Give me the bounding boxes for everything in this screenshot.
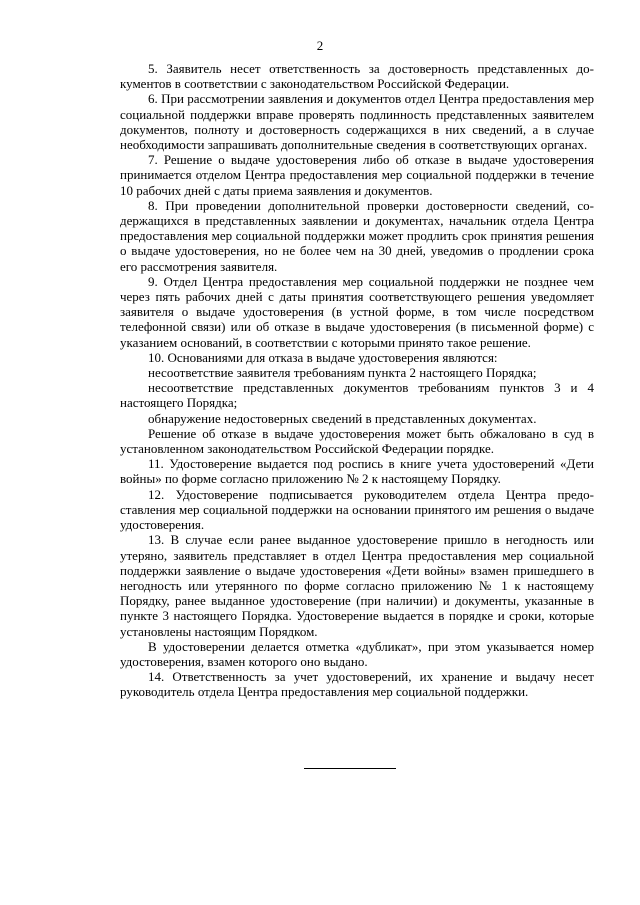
paragraph-11: 11. Удостоверение выдается под роспись в книге учета удостоверений «Дети войны» по форме согласно приложению № 2 к настоящему Порядку.: [120, 456, 594, 487]
paragraph-5: 5. Заявитель несет ответственность за достоверность представленных документов в соответствии с законодательством Российской Федерации.: [120, 61, 594, 92]
paragraph-14: 14. Ответственность за учет удостоверений, их хранение и выдачу несет руководитель отдела Центра предоставления мер социальной поддержки.: [120, 669, 594, 700]
document-body: [120, 61, 594, 700]
refusal-ground-2: несоответствие представленных документов требованиям пунктов 3 и 4 настоящего Порядка;: [120, 380, 594, 411]
paragraph-13: 13. В случае если ранее выданное удостоверение пришло в негодность или утеряно, заявитель представляет в отдел Центра предоставления мер социальной поддержки заявление о выдаче удостоверения «Дети войны» взамен пришедшего в негодность или утерянного по форме согласно приложению № 1 к настоящему Порядку, ранее выданное удостоверение (при наличии) и документы, указанные в пункте 3 настоящего Порядка. Удостоверение выдается в порядке и сроки, которые установлены настоящим Порядком.: [120, 532, 594, 639]
end-divider-line: [304, 768, 396, 769]
paragraph-12: 12. Удостоверение подписывается руководителем отдела Центра предоставления мер социальной поддержки на основании принятого им решения о выдаче удостоверения.: [120, 486, 594, 533]
paragraph-10: 10. Основаниями для отказа в выдаче удостоверения являются:: [148, 349, 498, 365]
paragraph-8: 8. При проведении дополнительной проверки достоверности сведений, содержащихся в представленных заявлении и документах, начальник отдела Центра предоставления мер социальной поддержки может продлить срок принятия решения о выдаче удостоверения, но не более чем на 30 дней, уведомив о продлении срока его рассмотрения заявителя.: [120, 197, 594, 274]
paragraph-6: 6. При рассмотрении заявления и документов отдел Центра предоставления мер социальной поддержки вправе проверять подлинность представленных заявителем документов, полноту и достоверность содержащихся в них сведений, а в случае необходимости запрашивать дополнительные сведения в соответствующих органах.: [120, 91, 594, 153]
refusal-ground-1: несоответствие заявителя требованиям пункта 2 настоящего Порядка;: [148, 365, 537, 381]
page-number: 2: [316, 38, 324, 53]
paragraph-9: 9. Отдел Центра предоставления мер социальной поддержки не позднее чем через пять рабочих дней с даты принятия соответствующего решения уведомляет заявителя о выдаче удостоверения (в устной форме, в том числе посредством телефонной связи) или об отказе в выдаче удостоверения (в письменной форме) с указанием оснований, в соответствии с которыми принято такое решение.: [120, 273, 594, 350]
paragraph-7: 7. Решение о выдаче удостоверения либо об отказе в выдаче удостоверения принимается отделом Центра предоставления мер социальной поддержки в течение 10 рабочих дней с даты приема заявления и документов.: [120, 152, 594, 198]
duplicate-mark-paragraph: В удостоверении делается отметка «дубликат», при этом указывается номер удостоверения, взамен которого оно выдано.: [120, 638, 594, 669]
appeal-paragraph: Решение об отказе в выдаче удостоверения может быть обжаловано в суд в установленном законодательством Российской Федерации порядке.: [120, 425, 594, 457]
refusal-ground-3: обнаружение недостоверных сведений в представленных документах.: [148, 410, 537, 426]
